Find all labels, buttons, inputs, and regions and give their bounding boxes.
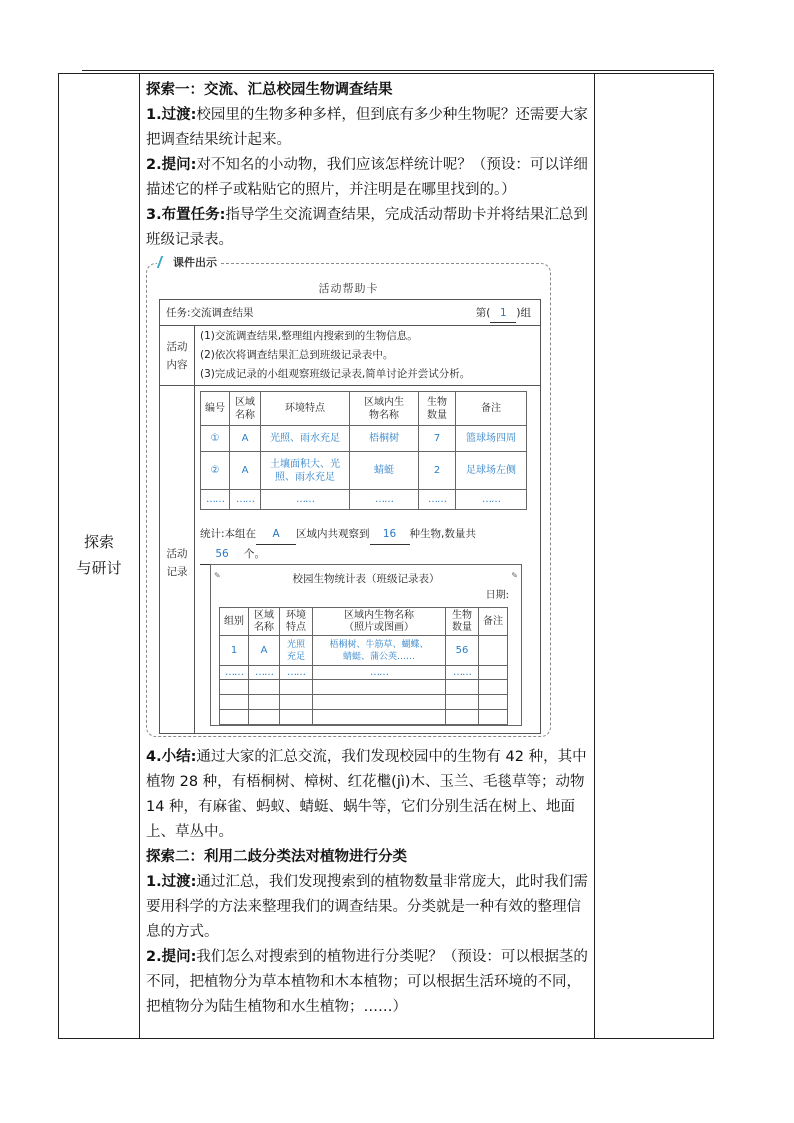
divider [160,385,540,386]
part2-heading: 探索二：利用二歧分类法对植物进行分类 [146,849,407,865]
help-card-title: 活动帮助卡 [318,282,379,295]
slide-tag: 课件出示 [157,255,221,271]
part1-heading: 探索一：交流、汇总校园生物调查结果 [146,82,393,98]
table-row [220,710,508,725]
help-card [159,299,541,734]
pin-icon: ✎ [511,571,518,580]
tag-marker-icon [157,256,171,268]
class-record-table [219,607,508,725]
record-label: 活动 记录 [166,548,188,578]
date-label: 日期: [485,590,509,601]
table-row: 组别 区域 名称 环境 特点 区域内生物名称 （照片或图画） 生物 数量 备注 [220,608,508,636]
activity-list: (1)交流调查结果,整理组内搜索到的生物信息。 (2)依次将调查结果汇总到班级记录表中。 (3)完成记录的小组观察班级记录表,简单讨论并尝试分析。 [200,330,471,380]
table-row: 编号 区域 名称 环境特点 区域内生 物名称 生物 数量 备注 [201,392,527,426]
section-label: 探索 与研讨 [76,533,122,577]
table-row: …… …… …… …… …… …… [201,490,527,510]
class-sheet-title: 校园生物统计表（班级记录表） [292,573,440,585]
record-table [200,391,527,510]
divider [160,325,540,326]
lesson-table [58,73,714,1039]
slide-card [146,256,551,737]
table-row: ② A 土壤面积大、光 照、雨水充足 蜻蜓 2 足球场左侧 [201,452,527,490]
part1-step-2: 2.提问:对不知名的小动物，我们应该怎样统计呢？（预设：可以详细描述它的样子或粘贴它的照片，并注明是在哪里找到的。） [146,157,588,198]
content-label: 活动 内容 [166,341,188,371]
part1-step-1: 1.过渡:校园里的生物多种多样，但到底有多少种生物呢？还需要大家把调查结果统计起来。 [146,107,588,148]
summary: 4.小结:通过大家的汇总交流，我们发现校园中的生物有 42 种，其中植物 28 种，有梧桐树、樟树、红花檵(jì)木、玉兰、毛毯草等；动物 14 种，有麻雀、蚂蚁、蜻蜓、蜗牛等，它们分别生活在树上、地面上、草丛中。 [146,749,587,840]
table-row [220,680,508,695]
table-row [220,695,508,710]
part2-step-1: 1.过渡:通过汇总，我们发现搜索到的植物数量非常庞大，此时我们需要用科学的方法来整理我们的调查结果。分类就是一种有效的整理信息的方式。 [146,874,588,940]
task-row: 任务:交流调查结果 第( 1 )组 [166,304,531,322]
part2-step-2: 2.提问:我们怎么对搜索到的植物进行分类呢？（预设：可以根据茎的不同，把植物分为草本植物和木本植物；可以根据生活环境的不同，把植物分为陆生植物和水生植物；……） [146,949,588,1015]
top-rule [82,70,714,71]
column-divider-right [594,74,595,1038]
table-row: …… …… …… …… …… [220,666,508,680]
group-number: 第( 1 )组 [476,304,531,323]
table-row: ① A 光照、雨水充足 梧桐树 7 篮球场四周 [201,426,527,452]
pin-icon: ✎ [214,571,221,580]
class-record-sheet [210,564,522,726]
part1-step-3: 3.布置任务:指导学生交流调查结果，完成活动帮助卡并将结果汇总到班级记录表。 [146,207,588,248]
statistics-line: 统计:本组在 A 区域内共观察到 16 种生物,数量共 56 个。 [200,525,535,565]
column-divider-left [139,74,140,1038]
lesson-content [146,78,591,1020]
divider [194,326,195,733]
table-row: 1 A 光照 充足 梧桐树、牛筋草、蝴蝶、 蜻蜓、蒲公英…… 56 [220,636,508,666]
